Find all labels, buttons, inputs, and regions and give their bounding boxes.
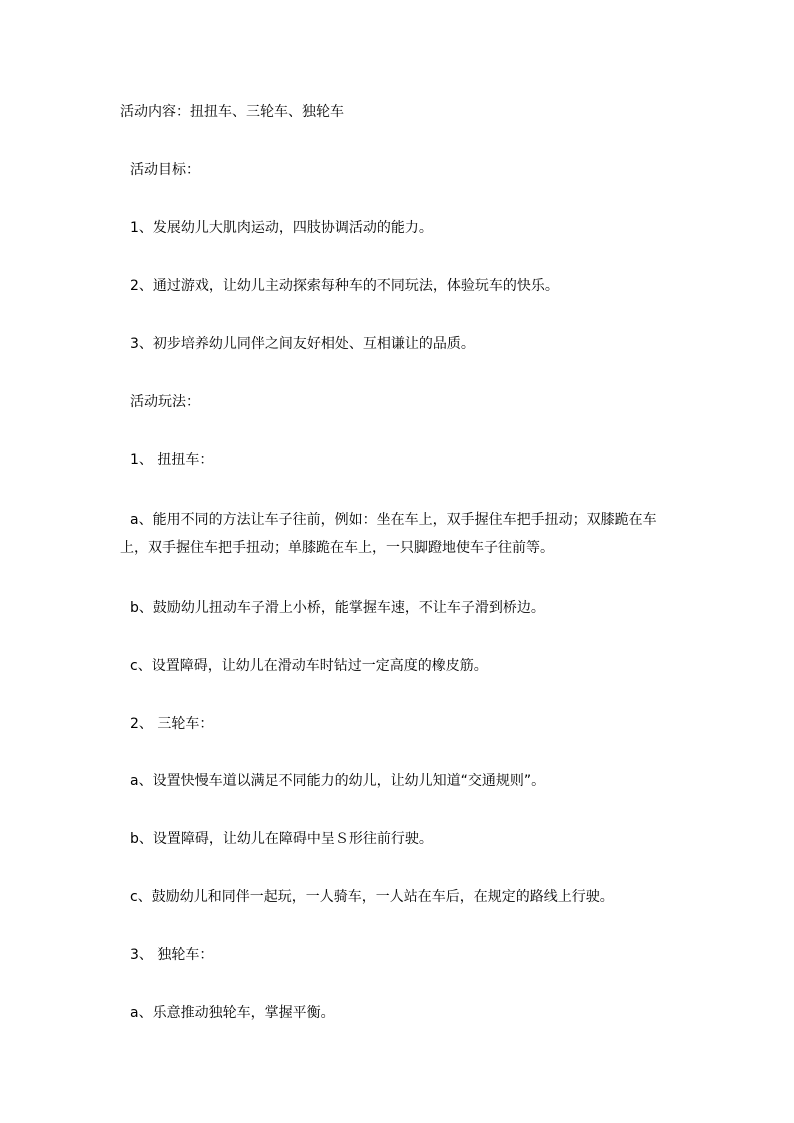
- goal-item-2: 2、通过游戏，让幼儿主动探索每种车的不同玩法，体验玩车的快乐。: [130, 278, 559, 294]
- goals-heading: 活动目标：: [130, 162, 200, 178]
- section-1-item-a: a、能用不同的方法让车子往前，例如：坐在车上，双手握住车把手扭动；双膝跪在车上，双手握住车把手扭动；单膝跪在车上，一只脚蹬地使车子往前等。: [120, 512, 657, 556]
- section-2-item-a: a、设置快慢车道以满足不同能力的幼儿，让幼儿知道“交通规则”。: [130, 773, 546, 789]
- section-3-heading: 3、 独轮车：: [130, 947, 214, 963]
- goal-item-1: 1、发展幼儿大肌肉运动，四肢协调活动的能力。: [130, 220, 433, 236]
- section-2-item-b: b、设置障碍，让幼儿在障碍中呈Ｓ形往前行驶。: [130, 831, 433, 847]
- section-2-heading: 2、 三轮车：: [130, 716, 214, 732]
- methods-heading: 活动玩法：: [130, 394, 200, 410]
- page-title: 活动内容：扭扭车、三轮车、独轮车: [120, 104, 344, 120]
- section-3-item-a: a、乐意推动独轮车，掌握平衡。: [130, 1005, 335, 1021]
- section-1-heading: 1、 扭扭车：: [130, 452, 214, 468]
- goal-item-3: 3、初步培养幼儿同伴之间友好相处、互相谦让的品质。: [130, 336, 475, 352]
- section-1-item-b: b、鼓励幼儿扭动车子滑上小桥，能掌握车速，不让车子滑到桥边。: [130, 600, 545, 616]
- section-2-item-c: c、鼓励幼儿和同伴一起玩，一人骑车，一人站在车后，在规定的路线上行驶。: [130, 889, 614, 905]
- section-1-item-c: c、设置障碍，让幼儿在滑动车时钻过一定高度的橡皮筋。: [130, 658, 488, 674]
